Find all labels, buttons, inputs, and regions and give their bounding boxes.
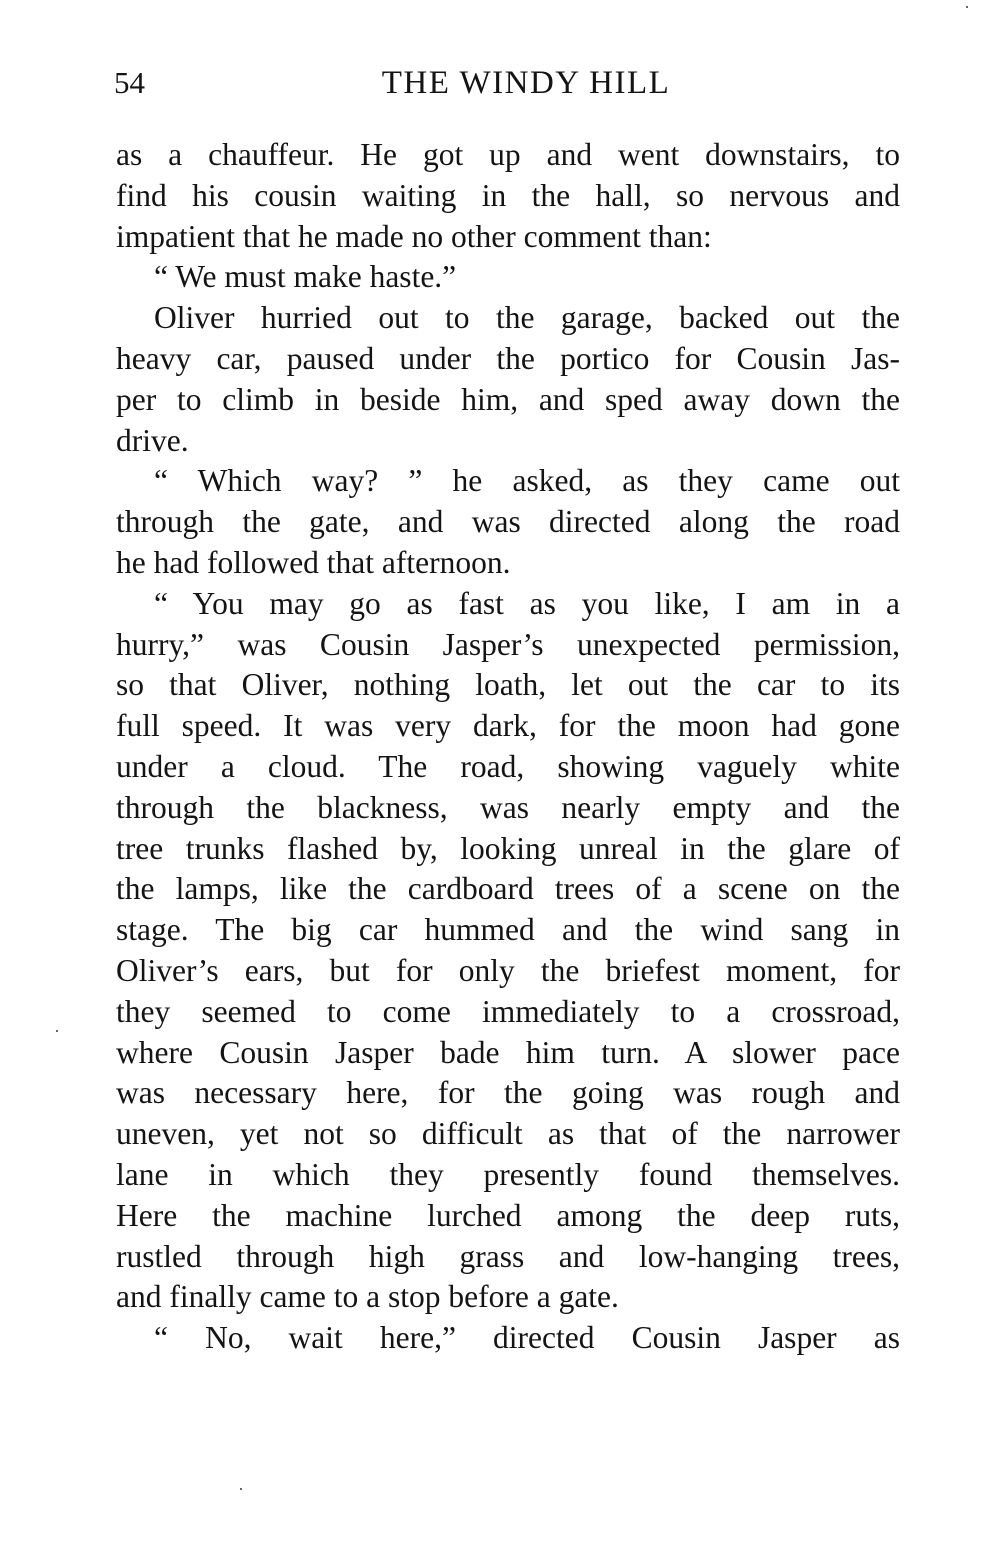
text-line: he had followed that afternoon.: [116, 544, 511, 580]
text-line: Oliver hurried out to the garage, backed out the: [154, 300, 900, 336]
text-line: “ You may go as fast as you like, I am in a: [154, 585, 900, 621]
print-speck: [56, 1030, 58, 1032]
text-line: Here the machine lurched among the deep ruts,: [116, 1197, 900, 1233]
text-line: lane in which they presently found themselves.: [116, 1156, 900, 1192]
body-text: [116, 135, 900, 1359]
text-line: so that Oliver, nothing loath, let out the car to its: [116, 667, 900, 703]
text-line: “ We must make haste.”: [154, 259, 457, 295]
text-line: “ No, wait here,” directed Cousin Jasper as: [154, 1320, 900, 1356]
text-line: through the gate, and was directed along the road: [116, 504, 900, 540]
text-line: per to climb in beside him, and sped away down the: [116, 381, 900, 417]
print-speck: [240, 1488, 242, 1490]
text-line: uneven, yet not so difficult as that of the narrower: [116, 1116, 900, 1152]
text-line: through the blackness, was nearly empty and the: [116, 789, 900, 825]
text-line: impatient that he made no other comment than:: [116, 218, 712, 254]
text-line: tree trunks flashed by, looking unreal in the glare of: [116, 830, 900, 866]
text-line: “ Which way? ” he asked, as they came out: [154, 463, 900, 499]
print-speck: [966, 6, 968, 8]
text-line: they seemed to come immediately to a crossroad,: [116, 993, 900, 1029]
text-line: heavy car, paused under the portico for Cousin Jas-: [116, 340, 900, 376]
running-title: THE WINDY HILL: [381, 65, 671, 101]
text-line: hurry,” was Cousin Jasper’s unexpected permission,: [116, 626, 900, 662]
text-line: under a cloud. The road, showing vaguely white: [116, 748, 900, 784]
text-line: full speed. It was very dark, for the moon had gone: [116, 708, 900, 744]
text-line: stage. The big car hummed and the wind sang in: [116, 912, 900, 948]
running-head: [114, 60, 898, 106]
text-line: Oliver’s ears, but for only the briefest moment, for: [116, 952, 900, 988]
text-line: where Cousin Jasper bade him turn. A slower pace: [116, 1034, 900, 1070]
page-number: 54: [114, 65, 145, 100]
text-line: the lamps, like the cardboard trees of a scene on the: [116, 871, 900, 907]
text-line: find his cousin waiting in the hall, so nervous and: [116, 177, 900, 213]
text-line: rustled through high grass and low-hanging trees,: [116, 1238, 900, 1274]
text-line: drive.: [116, 422, 189, 458]
text-line: was necessary here, for the going was rough and: [116, 1075, 900, 1111]
text-line: as a chauffeur. He got up and went downstairs, to: [116, 137, 900, 172]
text-line: and finally came to a stop before a gate.: [116, 1279, 619, 1315]
